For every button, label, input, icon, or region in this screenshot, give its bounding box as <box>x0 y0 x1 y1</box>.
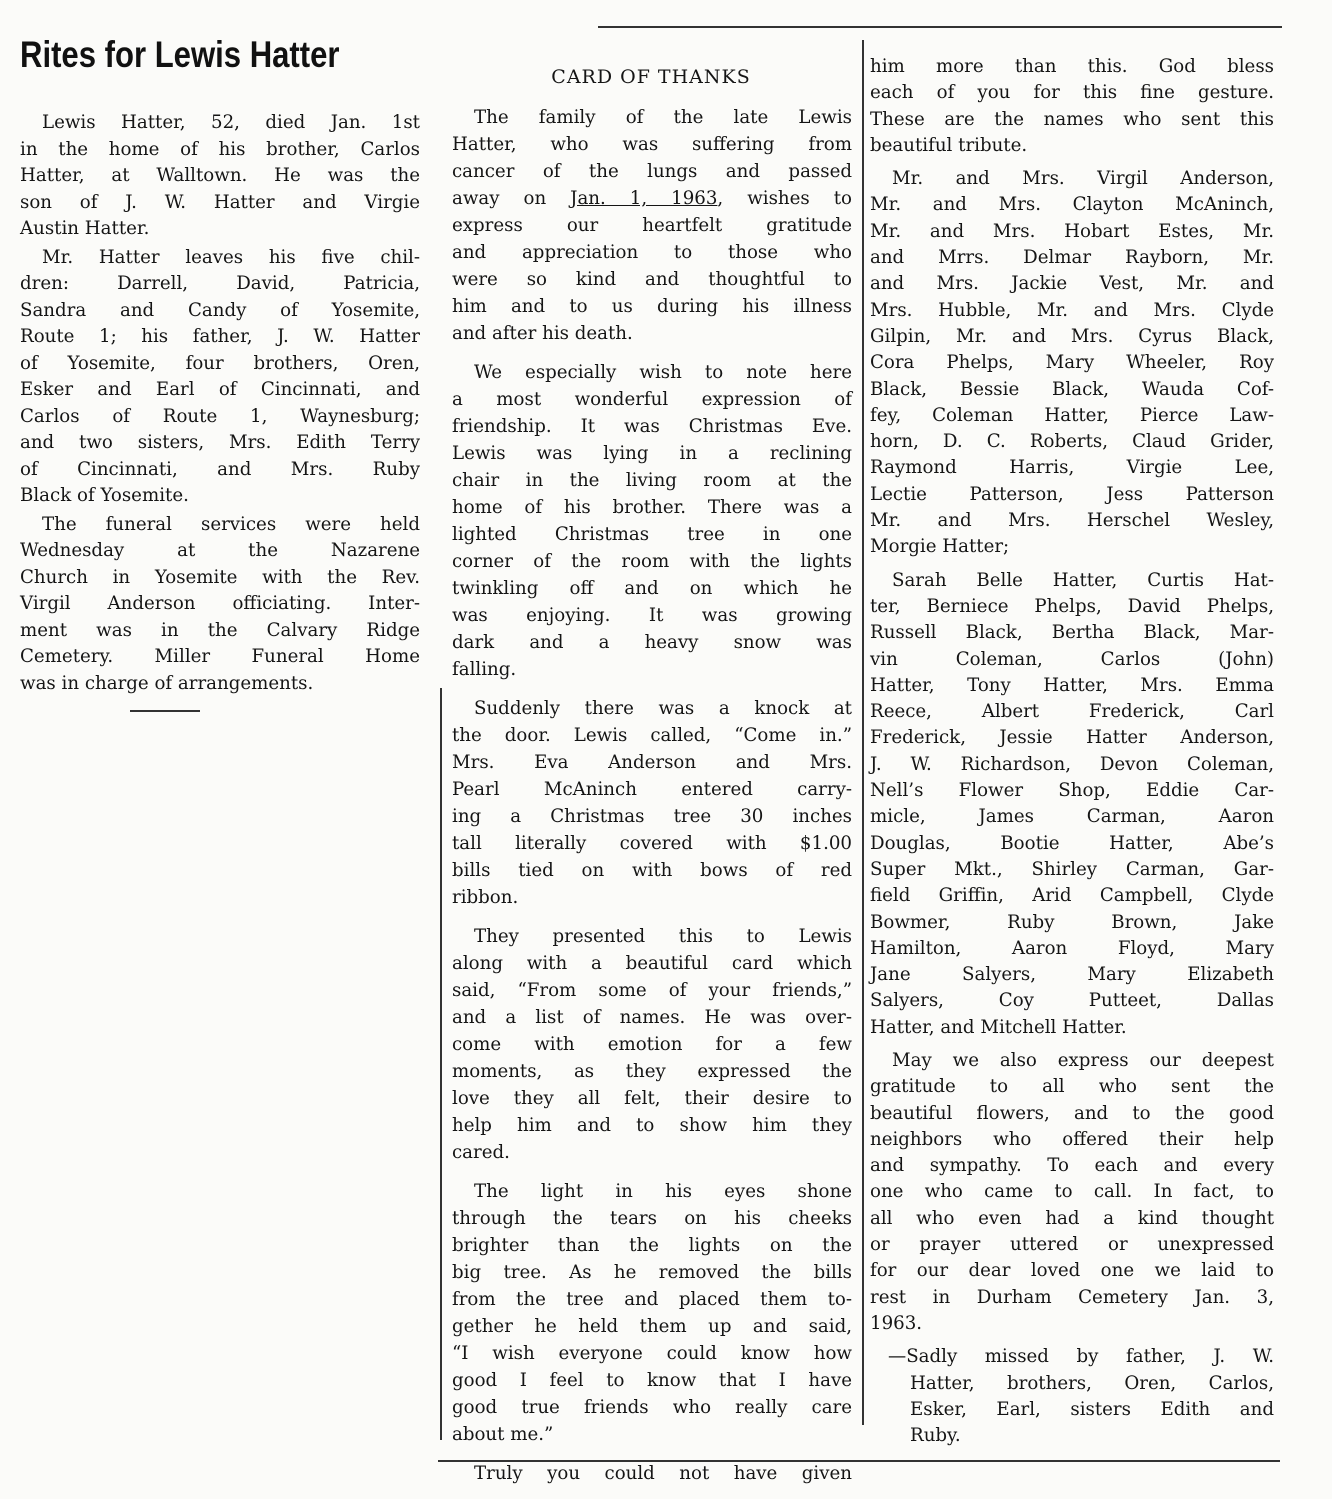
text-line: and appreciation to those who <box>452 242 852 263</box>
text-line: dark and a heavy snow was <box>452 632 852 653</box>
text-line: Raymond Harris, Virgie Lee, <box>870 457 1274 479</box>
text-line: lighted Christmas tree in one <box>452 524 852 545</box>
paragraph <box>452 923 852 1166</box>
text-line: Hamilton, Aaron Floyd, Mary <box>870 937 1274 959</box>
paragraph <box>870 568 1274 1041</box>
text-line: Hatter, and Mitchell Hatter. <box>870 1016 1127 1038</box>
text-line: Church in Yosemite with the Rev. <box>20 566 420 588</box>
text-line: home of his brother. There was a <box>452 497 852 518</box>
text-line: Mrs. Eva Anderson and Mrs. <box>452 752 852 773</box>
text-line: Cemetery. Miller Funeral Home <box>20 646 420 667</box>
text-line: neighbors who offered their help <box>870 1128 1274 1150</box>
text-line: each of you for this fine gesture. <box>870 82 1274 104</box>
text-line: Truly you could not have given <box>474 1463 852 1484</box>
text-line: one who came to call. In fact, to <box>870 1181 1274 1203</box>
text-line: Pearl McAninch entered carry- <box>452 779 852 800</box>
text-line: Hatter, who was suffering from <box>452 134 852 155</box>
text-line: vin Coleman, Carlos (John) <box>870 648 1274 670</box>
text-line: Ruby. <box>910 1425 961 1447</box>
text-line: Sarah Belle Hatter, Curtis Hat- <box>892 569 1274 591</box>
text-line: Jane Salyers, Mary Elizabeth <box>870 964 1274 986</box>
text-line: Mr. and Mrs. Virgil Anderson, <box>892 168 1274 190</box>
paragraph <box>452 1178 852 1448</box>
text-line: Wednesday at the Nazarene <box>20 540 420 561</box>
text-line: through the tears on his cheeks <box>452 1208 852 1229</box>
text-line: were so kind and thoughtful to <box>452 269 852 290</box>
text-line: corner of the room with the lights <box>452 551 852 572</box>
text-line: all who even had a kind thought <box>870 1207 1274 1229</box>
text-line: from the tree and placed them to- <box>452 1289 852 1310</box>
tribute-names-column <box>870 54 1274 1456</box>
paragraph <box>452 104 852 347</box>
text-line: Cora Phelps, Mary Wheeler, Roy <box>870 352 1274 374</box>
paragraph <box>452 1460 852 1487</box>
text-line: Route 1; his father, J. W. Hatter <box>20 326 420 347</box>
text-line: May we also express our deepest <box>892 1049 1274 1071</box>
paragraph <box>20 245 420 510</box>
text-line: gratitude to all who sent the <box>870 1076 1274 1098</box>
text-line: good true friends who really care <box>452 1397 852 1418</box>
text-line: or prayer uttered or unexpressed <box>870 1234 1274 1256</box>
text-line: was enjoying. It was growing <box>452 605 852 626</box>
paragraph <box>870 54 1274 159</box>
text-line: bills tied on with bows of red <box>452 860 852 881</box>
text-line: These are the names who sent this <box>870 108 1274 130</box>
text-line: the door. Lewis called, “Come in.” <box>452 725 852 746</box>
text-line: Gilpin, Mr. and Mrs. Cyrus Black, <box>870 325 1274 347</box>
text-line: and Mrs. Jackie Vest, Mr. and <box>870 273 1274 295</box>
text-line: Esker, Earl, sisters Edith and <box>910 1398 1274 1420</box>
text-line: and after his death. <box>452 323 633 344</box>
text-line: love they all felt, their desire to <box>452 1088 852 1109</box>
bottom-rule <box>438 1460 1280 1462</box>
text-line: and a list of names. He was over- <box>452 1007 852 1028</box>
text-line: Sandra and Candy of Yosemite, <box>20 299 420 321</box>
text-line: moments, as they expressed the <box>452 1061 852 1082</box>
text-line: horn, D. C. Roberts, Claud Grider, <box>870 431 1274 453</box>
text-line: son of J. W. Hatter and Virgie <box>20 191 420 213</box>
text-line: away on Jan. 1, 1963, wishes to <box>452 188 852 209</box>
paragraph <box>20 110 420 243</box>
text-line: “I wish everyone could know how <box>452 1343 852 1364</box>
text-line: Mr. and Mrs. Clayton McAninch, <box>870 194 1274 216</box>
text-line: of Cincinnati, and Mrs. Ruby <box>20 458 420 480</box>
text-line: Carlos of Route 1, Waynesburg; <box>20 405 420 427</box>
text-line: micle, James Carman, Aaron <box>870 806 1274 828</box>
text-line: about me.” <box>452 1424 554 1445</box>
text-line: Hatter, Tony Hatter, Mrs. Emma <box>870 674 1274 696</box>
text-line: ribbon. <box>452 887 519 908</box>
text-line: gether he held them up and said, <box>452 1316 852 1337</box>
text-line: Esker and Earl of Cincinnati, and <box>20 379 420 400</box>
text-line: falling. <box>452 659 517 680</box>
text-line: We especially wish to note here <box>474 362 852 383</box>
text-line: cared. <box>452 1142 510 1163</box>
column-divider-left <box>440 688 442 1440</box>
text-line: Lewis was lying in a reclining <box>452 443 852 464</box>
text-line: 1963. <box>870 1312 923 1334</box>
text-line: dren: Darrell, David, Patricia, <box>20 273 420 294</box>
text-line: Mr. and Mrs. Hobart Estes, Mr. <box>870 220 1274 242</box>
text-line: beautiful flowers, and to the good <box>870 1102 1274 1124</box>
obituary-headline: Rites for Lewis Hatter <box>20 34 340 75</box>
text-line: Austin Hatter. <box>20 218 150 239</box>
text-line: Mr. and Mrs. Herschel Wesley, <box>870 510 1274 532</box>
paragraph <box>20 512 420 698</box>
text-line: twinkling off and on which he <box>452 578 852 599</box>
underlined-date: Jan. 1, 1963 <box>570 188 718 209</box>
text-line: The funeral services were held <box>42 513 420 535</box>
text-line: Virgil Anderson officiating. Inter- <box>20 593 420 614</box>
text-line: of Yosemite, four brothers, Oren, <box>20 352 420 374</box>
text-line: big tree. As he removed the bills <box>452 1262 852 1283</box>
text-line: ment was in the Calvary Ridge <box>20 619 420 641</box>
card-of-thanks-heading: CARD OF THANKS <box>551 66 751 88</box>
text-line: express our heartfelt gratitude <box>452 215 852 236</box>
text-line: Black, Bessie Black, Wauda Cof- <box>870 378 1274 400</box>
top-rule <box>598 26 1282 28</box>
text-line: help him and to show him they <box>452 1115 852 1136</box>
text-line: come with emotion for a few <box>452 1034 852 1055</box>
text-line: fey, Coleman Hatter, Pierce Law- <box>870 404 1274 426</box>
text-line: rest in Durham Cemetery Jan. 3, <box>870 1286 1274 1308</box>
text-line: field Griffin, Arid Campbell, Clyde <box>870 885 1274 907</box>
text-line: Lectie Patterson, Jess Patterson <box>870 483 1274 505</box>
text-line: They presented this to Lewis <box>474 926 852 947</box>
text-line: ter, Berniece Phelps, David Phelps, <box>870 595 1274 617</box>
text-line: brighter than the lights on the <box>452 1235 852 1256</box>
text-line: said, “From some of your friends,” <box>452 980 852 1001</box>
text-line: and Mrrs. Delmar Rayborn, Mr. <box>870 247 1274 269</box>
text-line: Reece, Albert Frederick, Carl <box>870 701 1274 723</box>
text-line: for our dear loved one we laid to <box>870 1260 1274 1282</box>
obituary-column <box>20 110 420 699</box>
text-line: Frederick, Jessie Hatter Anderson, <box>870 727 1274 749</box>
column-divider-right <box>862 40 864 1425</box>
text-line: The light in his eyes shone <box>474 1181 852 1202</box>
text-line: good I feel to know that I have <box>452 1370 852 1391</box>
text-line: The family of the late Lewis <box>474 107 852 128</box>
text-line: Mrs. Hubble, Mr. and Mrs. Clyde <box>870 299 1274 321</box>
text-line: Morgie Hatter; <box>870 536 1010 558</box>
paragraph <box>452 359 852 683</box>
text-line: chair in the living room at the <box>452 470 852 491</box>
text-line: Black of Yosemite. <box>20 485 189 506</box>
text-line: friendship. It was Christmas Eve. <box>452 416 852 437</box>
text-line: him more than this. God bless <box>870 56 1274 77</box>
text-line: Mr. Hatter leaves his five chil- <box>42 246 420 268</box>
text-line: J. W. Richardson, Devon Coleman, <box>870 753 1274 775</box>
text-line: Nell’s Flower Shop, Eddie Car- <box>870 780 1274 802</box>
text-line: in the home of his brother, Carlos <box>20 138 420 160</box>
text-line: Hatter, brothers, Oren, Carlos, <box>910 1372 1274 1394</box>
obituary-end-rule <box>130 710 200 712</box>
text-line: tall literally covered with $1.00 <box>452 833 852 854</box>
text-line: —Sadly missed by father, J. W. <box>888 1346 1274 1368</box>
text-line: Hatter, at Walltown. He was the <box>20 165 420 186</box>
paragraph <box>452 695 852 911</box>
text-line: Russell Black, Bertha Black, Mar- <box>870 622 1274 644</box>
text-line: along with a beautiful card which <box>452 953 852 974</box>
signature-paragraph <box>870 1344 1274 1449</box>
text-line: and sympathy. To each and every <box>870 1155 1274 1177</box>
paragraph <box>870 1048 1274 1337</box>
text-line: was in charge of arrangements. <box>20 672 314 694</box>
text-line: Lewis Hatter, 52, died Jan. 1st <box>42 112 420 133</box>
text-line: Bowmer, Ruby Brown, Jake <box>870 911 1274 933</box>
text-line: him and to us during his illness <box>452 296 852 317</box>
paragraph <box>870 166 1274 560</box>
text-line: and two sisters, Mrs. Edith Terry <box>20 432 420 453</box>
text-line: Salyers, Coy Putteet, Dallas <box>870 990 1274 1012</box>
text-line: a most wonderful expression of <box>452 389 852 410</box>
text-line: ing a Christmas tree 30 inches <box>452 806 852 827</box>
card-of-thanks-column <box>452 104 852 1499</box>
text-line: beautiful tribute. <box>870 134 1028 156</box>
text-line: cancer of the lungs and passed <box>452 161 852 182</box>
text-line: Suddenly there was a knock at <box>474 698 852 719</box>
text-line: Super Mkt., Shirley Carman, Gar- <box>870 858 1274 880</box>
text-line: Douglas, Bootie Hatter, Abe’s <box>870 832 1274 854</box>
